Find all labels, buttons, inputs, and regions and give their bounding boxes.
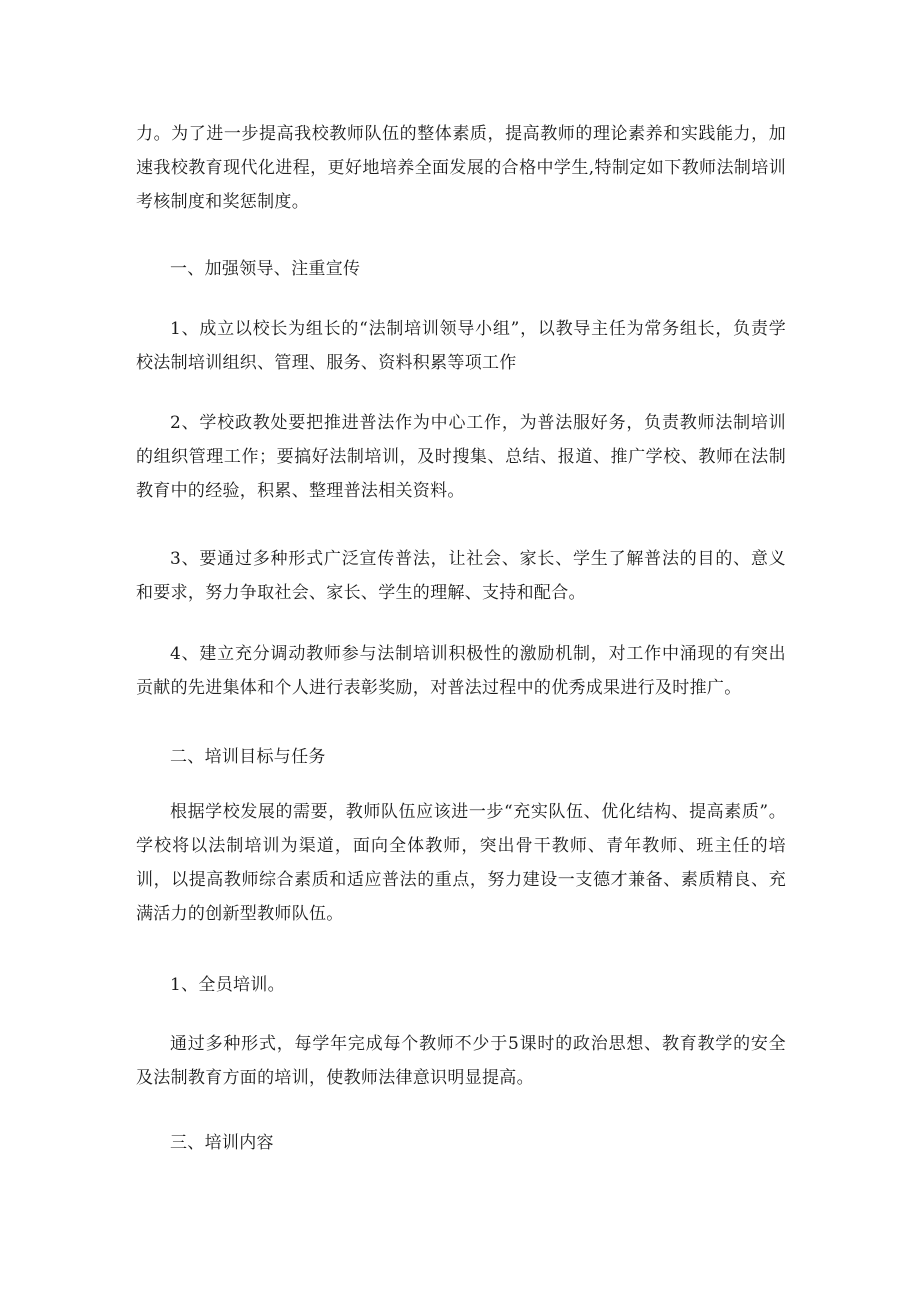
paragraph-full-training: 通过多种形式，每学年完成每个教师不少于5课时的政治思想、教育教学的安全及法制教育方面的培训，使教师法律意识明显提高。 — [136, 1034, 786, 1088]
paragraph-goals: 根据学校发展的需要，教师队伍应该进一步“充实队伍、优化结构、提高素质”。学校将以法制培训为渠道，面向全体教师，突出骨干教师、青年教师、班主任的培训，以提高教师综合素质和适应普法的重点，努力建设一支德才兼备、素质精良、充满活力的创新型教师队伍。 — [136, 802, 786, 924]
section-heading-2: 二、培训目标与任务 — [170, 747, 326, 767]
paragraph-item-1: 1、成立以校长为组长的“法制培训领导小组”，以教导主任为常务组长，负责学校法制培训组织、管理、服务、资料积累等项工作 — [136, 319, 786, 373]
paragraph-item-3: 3、要通过多种形式广泛宣传普法，让社会、家长、学生了解普法的目的、意义和要求，努力争取社会、家长、学生的理解、支持和配合。 — [136, 549, 786, 603]
paragraph-item-4: 4、建立充分调动教师参与法制培训积极性的激励机制，对工作中涌现的有突出贡献的先进集体和个人进行表彰奖励，对普法过程中的优秀成果进行及时推广。 — [136, 644, 786, 698]
section-heading-1: 一、加强领导、注重宣传 — [170, 259, 361, 279]
paragraph-item-2: 2、学校政教处要把推进普法作为中心工作，为普法服好务，负责教师法制培训的组织管理工作；要搞好法制培训，及时搜集、总结、报道、推广学校、教师在法制教育中的经验，积累、整理普法相关资料。 — [136, 413, 786, 501]
section-heading-3: 三、培训内容 — [170, 1133, 274, 1153]
intro-paragraph: 力。为了进一步提高我校教师队伍的整体素质，提高教师的理论素养和实践能力，加速我校教育现代化进程，更好地培养全面发展的合格中学生,特制定如下教师法制培训考核制度和奖惩制度。 — [136, 124, 786, 212]
subheading-full-training: 1、全员培训。 — [170, 975, 285, 995]
